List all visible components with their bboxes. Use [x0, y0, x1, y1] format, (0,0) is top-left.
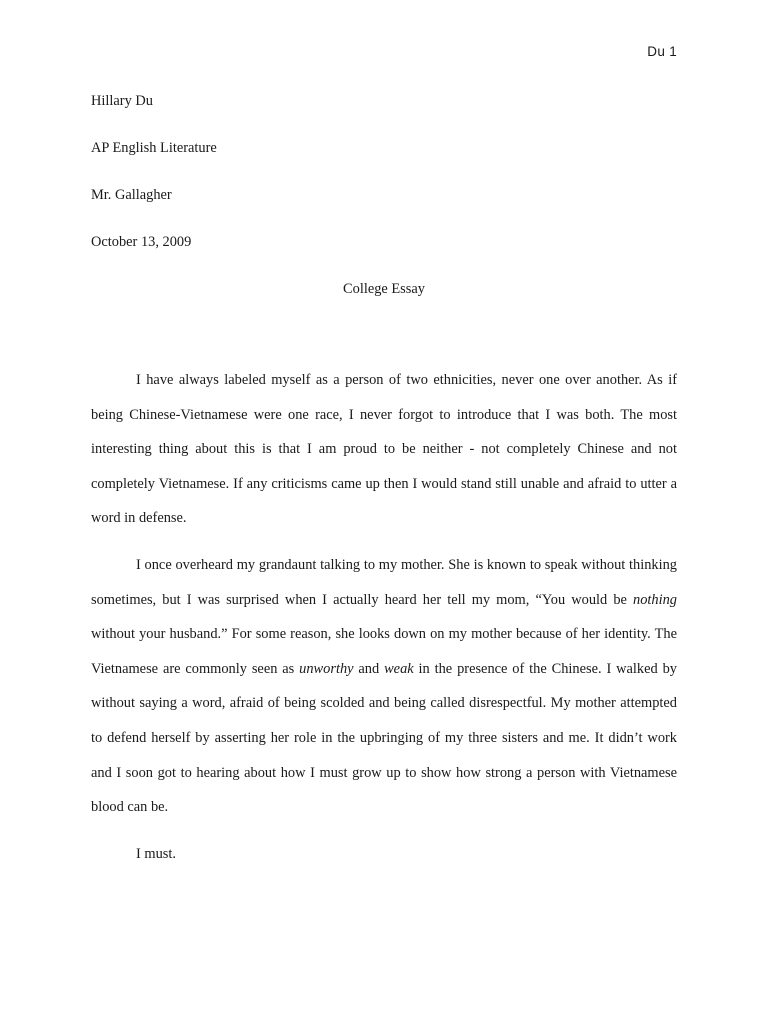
- emphasis-unworthy: unworthy: [299, 660, 354, 677]
- emphasis-weak: weak: [384, 660, 414, 677]
- essay-body: [91, 363, 677, 871]
- course-name: AP English Literature: [91, 140, 217, 156]
- paragraph-2-text-4: in the presence of the Chinese. I walked by without saying a word, afraid of being scolded and being called disrespectful. My mother attempted to defend herself by asserting her role in the upbringing of my three sisters and me. It didn’t work and I soon got to hearing about how I must grow up to show how strong a person with Vietnamese blood can be.: [91, 660, 677, 816]
- paragraph-3: I must.: [136, 845, 176, 862]
- paragraph-2: [91, 548, 677, 825]
- paragraph-1: I have always labeled myself as a person of two ethnicities, never one over another. As if being Chinese-Vietnamese were one race, I never forgot to introduce that I was both. The most interesting thing about this is that I am proud to be neither - not completely Chinese and not completely Vietnamese. If any criticisms came up then I would stand still unable and afraid to utter a word in defense.: [91, 372, 677, 527]
- author-name: Hillary Du: [91, 93, 153, 109]
- page-header-number: Du 1: [647, 44, 677, 59]
- paragraph-2-text-2: without your husband.” For some reason, she looks down on my mother because of her identity. The Vietnamese are commonly seen as: [91, 626, 677, 677]
- emphasis-nothing: nothing: [633, 591, 677, 608]
- paragraph-2-text-3: and: [353, 660, 385, 677]
- paragraph-2-text-1: I once overheard my grandaunt talking to my mother. She is known to speak without thinking sometimes, but I was surprised when I actually heard her tell my mom, “You would be: [91, 556, 677, 608]
- teacher-name: Mr. Gallagher: [91, 187, 172, 203]
- essay-date: October 13, 2009: [91, 234, 192, 250]
- essay-title: College Essay: [343, 281, 425, 297]
